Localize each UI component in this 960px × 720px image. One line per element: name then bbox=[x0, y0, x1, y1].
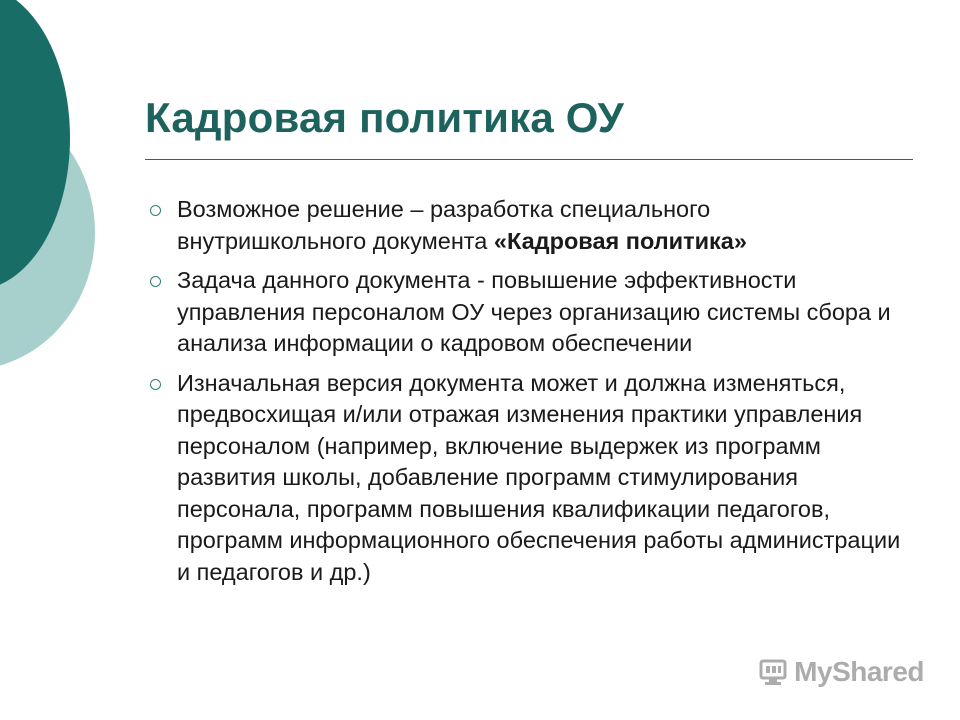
bullet-circle-icon bbox=[150, 379, 161, 390]
bullet-item bbox=[145, 368, 905, 589]
bullet-list bbox=[145, 194, 905, 596]
bullet-circle-icon bbox=[150, 276, 161, 287]
bullet-bold-text: «Кадровая политика» bbox=[493, 227, 747, 254]
bullet-text: Возможное решение – разработка специального внутришкольного документа bbox=[177, 196, 711, 254]
bullet-circle-icon bbox=[150, 205, 161, 216]
slide-title: Кадровая политика ОУ bbox=[145, 94, 624, 141]
bullet-text: Задача данного документа - повышение эффективности управления персоналом ОУ через организацию системы сбора и анализа информации о кадровом обеспечении bbox=[177, 267, 891, 356]
monitor-icon bbox=[758, 657, 788, 687]
bullet-item bbox=[145, 194, 905, 257]
bullet-text: Изначальная версия документа может и должна изменяться, предвосхищая и/или отражая изменения практики управления персоналом (например, включение выдержек из программ развития школы, добавление программ стимулирования персонала, программ повышения квалификации педагогов, программ информационного обеспечения работы администрации и педагогов и др.) bbox=[177, 369, 901, 585]
myshared-watermark bbox=[758, 656, 924, 688]
bullet-item bbox=[145, 265, 905, 360]
title-divider bbox=[145, 159, 913, 160]
watermark-text: MyShared bbox=[794, 656, 924, 687]
